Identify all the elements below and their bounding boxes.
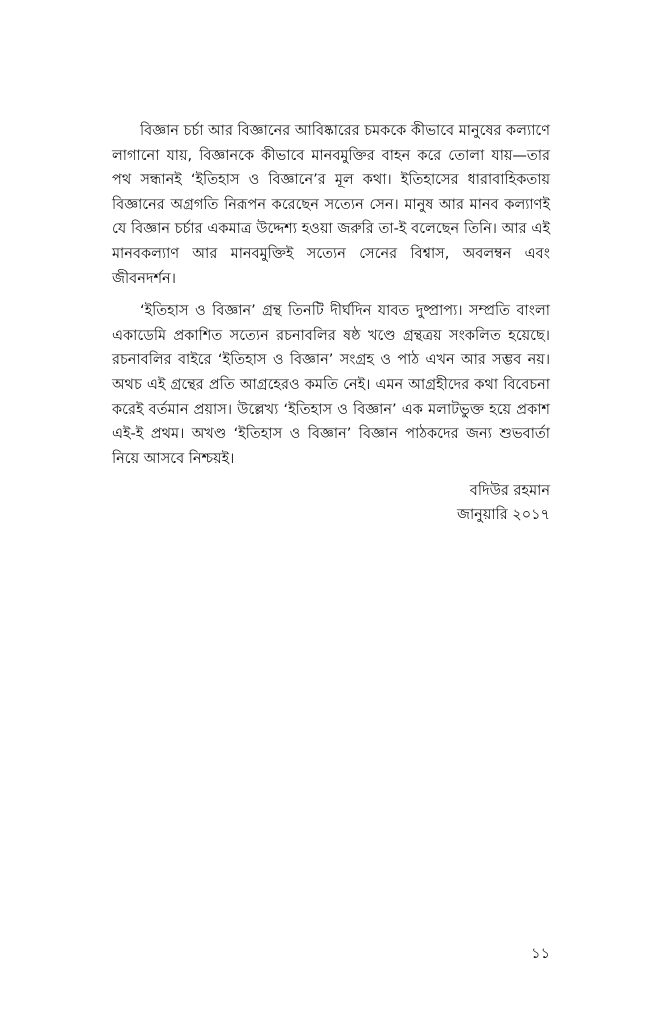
page-number: ১১: [531, 946, 550, 962]
signature-date: জানুয়ারি ২০১৭: [456, 507, 550, 523]
signature-block: [457, 479, 550, 527]
body-text: [112, 119, 550, 471]
author-name: বদিউর রহমান: [469, 483, 550, 499]
paragraph-2: ‘ইতিহাস ও বিজ্ঞান’ গ্রন্থ তিনটি দীর্ঘদিন যাবত দুষ্প্রাপ্য। সম্প্রতি বাংলা একাডেমি প্রকাশিত সত্যেন রচনাবলির ষষ্ঠ খণ্ডে গ্রন্থত্রয় সংকলিত হয়েছে। রচনাবলির বাইরে ‘ইতিহাস ও বিজ্ঞান’ সংগ্রহ ও পাঠ এখন আর সম্ভব নয়। অথচ এই গ্রন্থের প্রতি আগ্রহেরও কমতি নেই। এমন আগ্রহীদের কথা বিবেচনা করেই বর্তমান প্রয়াস। উল্লেখ্য ‘ইতিহাস ও বিজ্ঞান’ এক মলাটভুক্ত হয়ে প্রকাশ এই-ই প্রথম। অখণ্ড ‘ইতিহাস ও বিজ্ঞান’ বিজ্ঞান পাঠকদের জন্য শুভবার্তা নিয়ে আসবে নিশ্চয়ই।: [112, 303, 550, 467]
paragraph-1: বিজ্ঞান চর্চা আর বিজ্ঞানের আবিষ্কারের চমককে কীভাবে মানুষের কল্যাণে লাগানো যায়, বিজ্ঞানকে কীভাবে মানবমুক্তির বাহন করে তোলা যায়—তার পথ সন্ধানই ‘ইতিহাস ও বিজ্ঞানে’র মূল কথা। ইতিহাসের ধারাবাহিকতায় বিজ্ঞানের অগ্রগতি নিরূপন করেছেন সত্যেন সেন। মানুষ আর মানব কল্যাণই যে বিজ্ঞান চর্চার একমাত্র উদ্দেশ্য হওয়া জরুরি তা-ই বলেছেন তিনি। আর এই মানবকল্যাণ আর মানবমুক্তিই সত্যেন সেনের বিশ্বাস, অবলম্বন এবং জীবনদর্শন।: [112, 123, 550, 287]
